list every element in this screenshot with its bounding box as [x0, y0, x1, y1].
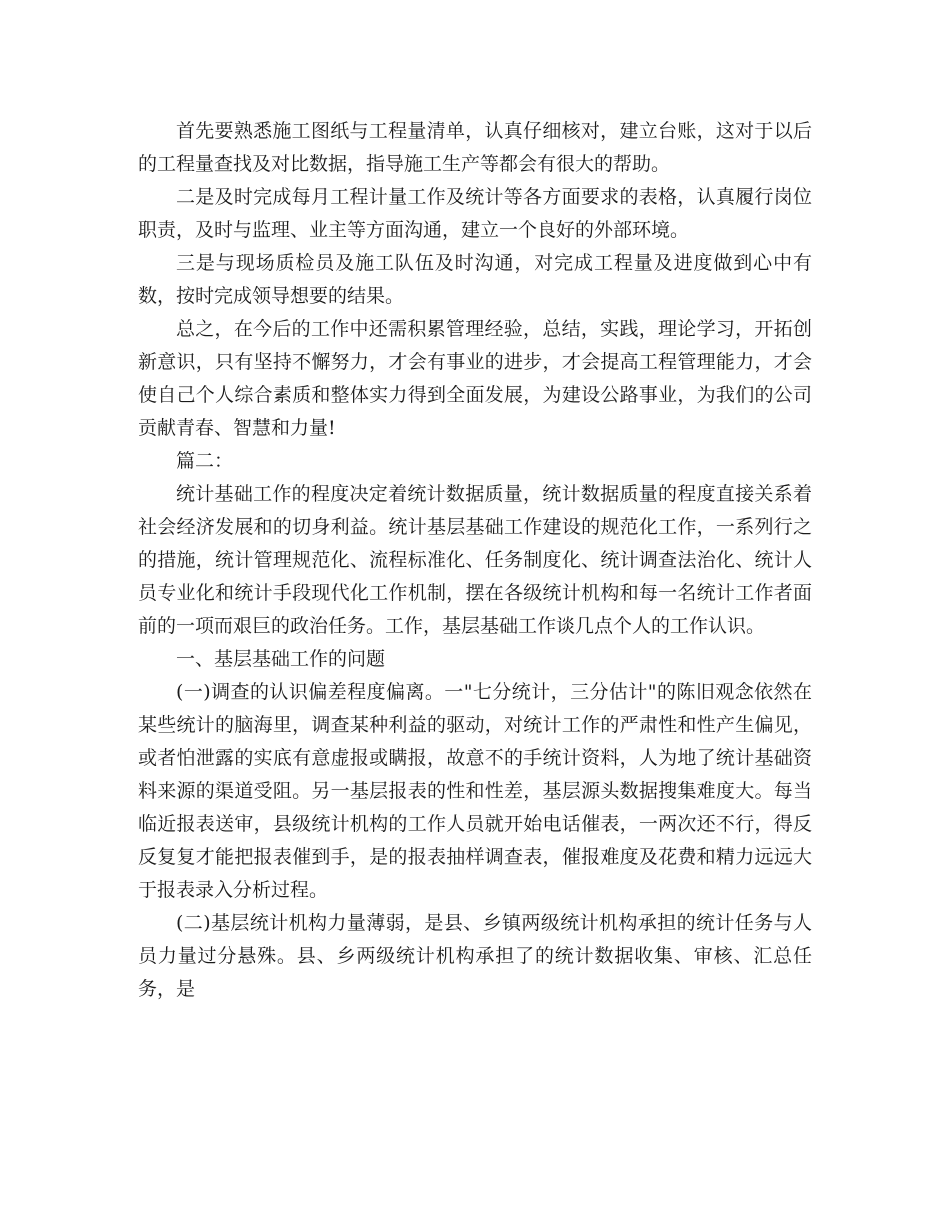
paragraph-4: 总之，在今后的工作中还需积累管理经验，总结，实践，理论学习，开拓创新意识，只有坚持不懈努力，才会有事业的进步，才会提高工程管理能力，才会使自己个人综合素质和整体实力得到全面发展，为建设公路事业，为我们的公司贡献青春、智慧和力量!: [138, 318, 812, 439]
paragraph-1: 首先要熟悉施工图纸与工程量清单，认真仔细核对，建立台账，这对于以后的工程量查找及对比数据，指导施工生产等都会有很大的帮助。: [138, 120, 812, 175]
paragraph-6: (一)调查的认识偏差程度偏离。一"七分统计，三分估计"的陈旧观念依然在某些统计的脑海里，调查某种利益的驱动，对统计工作的严肃性和性产生偏见，或者怕泄露的实底有意虚报或瞒报，故意不的手统计资料，人为地了统计基础资料来源的渠道受阻。另一基层报表的性和性差，基层源头数据搜集难度大。每当临近报表送审，县级统计机构的工作人员就开始电话催表，一两次还不行，得反反复复才能把报表催到手，是的报表抽样调查表，催报难度及花费和精力远远大于报表录入分析过程。: [138, 681, 812, 901]
document-page: [138, 115, 812, 1006]
paragraph-2: 二是及时完成每月工程计量工作及统计等各方面要求的表格，认真履行岗位职责，及时与监理、业主等方面沟通，建立一个良好的外部环境。: [138, 186, 812, 241]
section-heading: 篇二：: [176, 450, 234, 472]
paragraph-5: 统计基础工作的程度决定着统计数据质量，统计数据质量的程度直接关系着社会经济发展和的切身利益。统计基层基础工作建设的规范化工作，一系列行之的措施，统计管理规范化、流程标准化、任务制度化、统计调查法治化、统计人员专业化和统计手段现代化工作机制，摆在各级统计机构和每一名统计工作者面前的一项而艰巨的政治任务。工作，基层基础工作谈几点个人的工作认识。: [138, 483, 812, 637]
paragraph-7: (二)基层统计机构力量薄弱，是县、乡镇两级统计机构承担的统计任务与人员力量过分悬殊。县、乡两级统计机构承担了的统计数据收集、审核、汇总任务，是: [138, 912, 812, 1000]
subsection-heading: 一、基层基础工作的问题: [176, 648, 386, 670]
paragraph-3: 三是与现场质检员及施工队伍及时沟通，对完成工程量及进度做到心中有数，按时完成领导想要的结果。: [138, 252, 812, 307]
